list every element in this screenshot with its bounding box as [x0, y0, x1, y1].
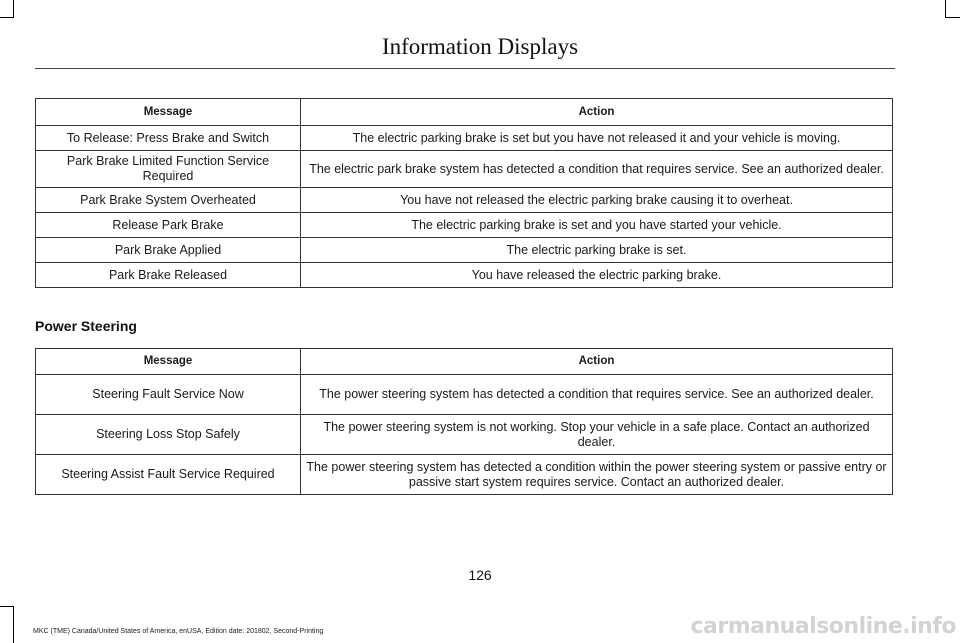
message-cell: Release Park Brake — [36, 213, 301, 238]
crop-mark-bottom-left-v — [13, 606, 14, 643]
action-cell: The electric park brake system has detected a condition that requires service. See an authorized dealer. — [301, 151, 893, 188]
table-row — [36, 415, 893, 455]
table-row — [36, 126, 893, 151]
column-header-message: Message — [36, 349, 301, 375]
page-title: Information Displays — [381, 34, 579, 59]
table-row — [36, 375, 893, 415]
action-cell: The electric parking brake is set and you have started your vehicle. — [301, 213, 893, 238]
header-divider — [35, 68, 895, 69]
crop-mark-top-left-v — [13, 0, 14, 18]
message-cell: Steering Assist Fault Service Required — [36, 455, 301, 495]
message-cell: Park Brake Released — [36, 263, 301, 288]
message-cell: Park Brake Applied — [36, 238, 301, 263]
crop-mark-top-right-v — [945, 0, 946, 18]
table-header-row — [36, 349, 893, 375]
message-cell: Steering Loss Stop Safely — [36, 415, 301, 455]
message-cell: Park Brake Limited Function Service Required — [36, 151, 301, 188]
action-cell: The power steering system has detected a condition within the power steering system or passive entry or passive start system requires service. Contact an authorized dealer. — [301, 455, 893, 495]
table-row — [36, 151, 893, 188]
action-cell: The electric parking brake is set. — [301, 238, 893, 263]
table-header-row — [36, 99, 893, 126]
edition-footer: MKC (TME) Canada/United States of America, enUSA, Edition date: 201802, Second-Printing — [33, 628, 324, 635]
action-cell: The power steering system is not working. Stop your vehicle in a safe place. Contact an authorized dealer. — [301, 415, 893, 455]
column-header-action: Action — [301, 349, 893, 375]
page-number: 126 — [468, 567, 492, 583]
action-cell: You have released the electric parking brake. — [301, 263, 893, 288]
table-row — [36, 238, 893, 263]
column-header-message: Message — [36, 99, 301, 126]
section-heading-power-steering: Power Steering — [35, 318, 137, 334]
power-steering-messages-table — [35, 348, 893, 495]
message-cell: Steering Fault Service Now — [36, 375, 301, 415]
message-cell: Park Brake System Overheated — [36, 188, 301, 213]
action-cell: You have not released the electric parking brake causing it to overheat. — [301, 188, 893, 213]
park-brake-messages-table — [35, 98, 893, 288]
column-header-action: Action — [301, 99, 893, 126]
action-cell: The power steering system has detected a condition that requires service. See an authorized dealer. — [301, 375, 893, 415]
table-row — [36, 455, 893, 495]
crop-mark-bottom-left-h — [0, 606, 14, 607]
crop-mark-top-right-h — [945, 17, 960, 18]
action-cell: The electric parking brake is set but you have not released it and your vehicle is moving. — [301, 126, 893, 151]
message-cell: To Release: Press Brake and Switch — [36, 126, 301, 151]
table-row — [36, 213, 893, 238]
watermark-link[interactable]: carmanualsonline.info — [690, 614, 956, 639]
table-row — [36, 263, 893, 288]
crop-mark-top-left-h — [0, 17, 14, 18]
table-row — [36, 188, 893, 213]
